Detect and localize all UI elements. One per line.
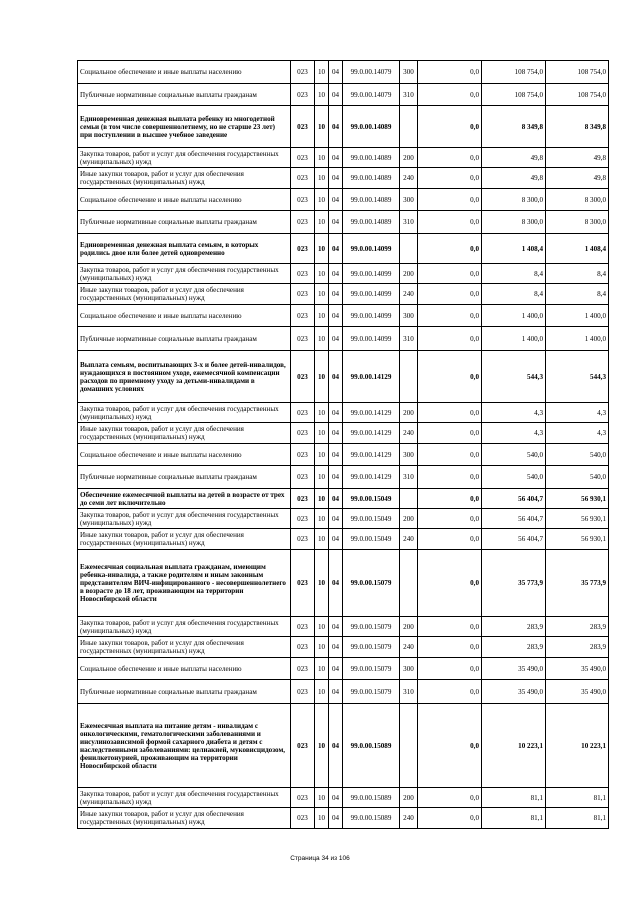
row-name: Иные закупки товаров, работ и услуг для обеспечения государственных (муниципальных) нужд xyxy=(78,529,291,550)
amount-col-2: 283,9 xyxy=(482,637,546,658)
table-row xyxy=(78,529,609,550)
amount-col-3: 8 300,0 xyxy=(546,211,609,234)
row-name: Социальное обеспечение и иные выплаты населению xyxy=(78,305,291,327)
subsection-code: 04 xyxy=(329,637,343,658)
subsection-code: 04 xyxy=(329,351,343,403)
target-item-code: 99.0.00.15089 xyxy=(343,788,400,808)
subsection-code: 04 xyxy=(329,550,343,617)
grbs-code: 023 xyxy=(291,403,315,423)
expense-type-code: 300 xyxy=(400,189,418,211)
subsection-code: 04 xyxy=(329,211,343,234)
section-code: 10 xyxy=(315,327,329,351)
row-name: Иные закупки товаров, работ и услуг для обеспечения государственных (муниципальных) нужд xyxy=(78,808,291,829)
row-name: Социальное обеспечение и иные выплаты населению xyxy=(78,658,291,680)
amount-col-2: 56 404,7 xyxy=(482,509,546,529)
subsection-code: 04 xyxy=(329,327,343,351)
target-item-code: 99.0.00.14089 xyxy=(343,106,400,148)
amount-col-3: 1 400,0 xyxy=(546,327,609,351)
grbs-code: 023 xyxy=(291,84,315,106)
amount-col-2: 10 223,1 xyxy=(482,704,546,788)
amount-col-3: 8,4 xyxy=(546,284,609,305)
grbs-code: 023 xyxy=(291,234,315,264)
amount-col-2: 35 490,0 xyxy=(482,658,546,680)
section-code: 10 xyxy=(315,168,329,189)
amount-col-2: 108 754,0 xyxy=(482,84,546,106)
row-name: Иные закупки товаров, работ и услуг для обеспечения государственных (муниципальных) нужд xyxy=(78,637,291,658)
table-row xyxy=(78,403,609,423)
amount-col-1: 0,0 xyxy=(418,808,482,829)
amount-col-3: 81,1 xyxy=(546,808,609,829)
amount-col-3: 35 490,0 xyxy=(546,680,609,704)
expense-type-code: 200 xyxy=(400,509,418,529)
amount-col-1: 0,0 xyxy=(418,148,482,168)
amount-col-2: 49,8 xyxy=(482,168,546,189)
section-code: 10 xyxy=(315,148,329,168)
table-row xyxy=(78,637,609,658)
row-name: Социальное обеспечение и иные выплаты населению xyxy=(78,61,291,84)
amount-col-1: 0,0 xyxy=(418,168,482,189)
section-code: 10 xyxy=(315,489,329,509)
subsection-code: 04 xyxy=(329,509,343,529)
grbs-code: 023 xyxy=(291,351,315,403)
section-code: 10 xyxy=(315,351,329,403)
table-row xyxy=(78,106,609,148)
expense-type-code: 200 xyxy=(400,264,418,284)
amount-col-3: 81,1 xyxy=(546,788,609,808)
amount-col-3: 544,3 xyxy=(546,351,609,403)
amount-col-3: 1 400,0 xyxy=(546,305,609,327)
table-row xyxy=(78,327,609,351)
amount-col-1: 0,0 xyxy=(418,305,482,327)
amount-col-1: 0,0 xyxy=(418,704,482,788)
target-item-code: 99.0.00.14129 xyxy=(343,403,400,423)
table-row xyxy=(78,617,609,637)
subsection-code: 04 xyxy=(329,808,343,829)
grbs-code: 023 xyxy=(291,704,315,788)
amount-col-3: 108 754,0 xyxy=(546,61,609,84)
amount-col-2: 540,0 xyxy=(482,444,546,466)
section-code: 10 xyxy=(315,284,329,305)
target-item-code: 99.0.00.14089 xyxy=(343,211,400,234)
section-code: 10 xyxy=(315,444,329,466)
amount-col-2: 540,0 xyxy=(482,466,546,489)
section-code: 10 xyxy=(315,305,329,327)
row-name: Ежемесячная социальная выплата гражданам, имеющим ребенка-инвалида, а также родителям и иным законным представителям ВИЧ-инфицированного - несовершеннолетнего в возрасте до 18 лет, проживающим на территории Новосибирской области xyxy=(78,550,291,617)
expense-type-code: 310 xyxy=(400,211,418,234)
row-name: Закупка товаров, работ и услуг для обеспечения государственных (муниципальных) нужд xyxy=(78,264,291,284)
subsection-code: 04 xyxy=(329,680,343,704)
amount-col-3: 35 490,0 xyxy=(546,658,609,680)
table-body xyxy=(78,61,609,829)
section-code: 10 xyxy=(315,704,329,788)
expense-type-code: 240 xyxy=(400,637,418,658)
amount-col-2: 56 404,7 xyxy=(482,489,546,509)
table-row xyxy=(78,264,609,284)
amount-col-2: 8,4 xyxy=(482,284,546,305)
grbs-code: 023 xyxy=(291,466,315,489)
amount-col-1: 0,0 xyxy=(418,489,482,509)
amount-col-3: 4,3 xyxy=(546,423,609,444)
amount-col-3: 56 930,1 xyxy=(546,489,609,509)
row-name: Единовременная денежная выплата ребенку из многодетной семьи (в том числе совершеннолетнему, но не старше 23 лет) при поступлении в высшее учебное заведение xyxy=(78,106,291,148)
amount-col-1: 0,0 xyxy=(418,106,482,148)
expense-type-code xyxy=(400,704,418,788)
subsection-code: 04 xyxy=(329,658,343,680)
grbs-code: 023 xyxy=(291,808,315,829)
expense-type-code xyxy=(400,489,418,509)
expense-type-code: 240 xyxy=(400,423,418,444)
row-name: Иные закупки товаров, работ и услуг для обеспечения государственных (муниципальных) нужд xyxy=(78,423,291,444)
table-row xyxy=(78,61,609,84)
amount-col-2: 1 400,0 xyxy=(482,327,546,351)
table-row xyxy=(78,466,609,489)
amount-col-1: 0,0 xyxy=(418,327,482,351)
table-row xyxy=(78,788,609,808)
expense-type-code: 240 xyxy=(400,168,418,189)
amount-col-2: 8 300,0 xyxy=(482,189,546,211)
row-name: Закупка товаров, работ и услуг для обеспечения государственных (муниципальных) нужд xyxy=(78,788,291,808)
section-code: 10 xyxy=(315,637,329,658)
amount-col-3: 10 223,1 xyxy=(546,704,609,788)
amount-col-2: 8 300,0 xyxy=(482,211,546,234)
target-item-code: 99.0.00.14089 xyxy=(343,168,400,189)
section-code: 10 xyxy=(315,658,329,680)
table-row xyxy=(78,168,609,189)
table-row xyxy=(78,509,609,529)
target-item-code: 99.0.00.15079 xyxy=(343,680,400,704)
amount-col-3: 8 300,0 xyxy=(546,189,609,211)
grbs-code: 023 xyxy=(291,680,315,704)
amount-col-1: 0,0 xyxy=(418,403,482,423)
amount-col-1: 0,0 xyxy=(418,444,482,466)
expense-type-code: 310 xyxy=(400,680,418,704)
amount-col-1: 0,0 xyxy=(418,550,482,617)
row-name: Публичные нормативные социальные выплаты гражданам xyxy=(78,680,291,704)
subsection-code: 04 xyxy=(329,264,343,284)
grbs-code: 023 xyxy=(291,529,315,550)
target-item-code: 99.0.00.15079 xyxy=(343,617,400,637)
section-code: 10 xyxy=(315,264,329,284)
grbs-code: 023 xyxy=(291,423,315,444)
grbs-code: 023 xyxy=(291,61,315,84)
amount-col-2: 56 404,7 xyxy=(482,529,546,550)
grbs-code: 023 xyxy=(291,489,315,509)
row-name: Закупка товаров, работ и услуг для обеспечения государственных (муниципальных) нужд xyxy=(78,617,291,637)
row-name: Единовременная денежная выплата семьям, в которых родились двое или более детей одновременно xyxy=(78,234,291,264)
expense-type-code: 240 xyxy=(400,529,418,550)
grbs-code: 023 xyxy=(291,211,315,234)
amount-col-1: 0,0 xyxy=(418,211,482,234)
expense-type-code: 300 xyxy=(400,61,418,84)
amount-col-2: 283,9 xyxy=(482,617,546,637)
grbs-code: 023 xyxy=(291,550,315,617)
table-row xyxy=(78,704,609,788)
amount-col-1: 0,0 xyxy=(418,788,482,808)
table-row xyxy=(78,148,609,168)
section-code: 10 xyxy=(315,211,329,234)
amount-col-2: 8 349,8 xyxy=(482,106,546,148)
grbs-code: 023 xyxy=(291,264,315,284)
expense-type-code: 310 xyxy=(400,466,418,489)
amount-col-1: 0,0 xyxy=(418,680,482,704)
row-name: Иные закупки товаров, работ и услуг для обеспечения государственных (муниципальных) нужд xyxy=(78,284,291,305)
amount-col-3: 35 773,9 xyxy=(546,550,609,617)
grbs-code: 023 xyxy=(291,658,315,680)
amount-col-1: 0,0 xyxy=(418,189,482,211)
table-row xyxy=(78,234,609,264)
amount-col-1: 0,0 xyxy=(418,423,482,444)
amount-col-1: 0,0 xyxy=(418,284,482,305)
expense-type-code: 240 xyxy=(400,808,418,829)
section-code: 10 xyxy=(315,617,329,637)
amount-col-2: 8,4 xyxy=(482,264,546,284)
section-code: 10 xyxy=(315,550,329,617)
grbs-code: 023 xyxy=(291,617,315,637)
grbs-code: 023 xyxy=(291,444,315,466)
target-item-code: 99.0.00.15049 xyxy=(343,489,400,509)
amount-col-1: 0,0 xyxy=(418,509,482,529)
section-code: 10 xyxy=(315,403,329,423)
section-code: 10 xyxy=(315,84,329,106)
subsection-code: 04 xyxy=(329,148,343,168)
section-code: 10 xyxy=(315,234,329,264)
table-row xyxy=(78,808,609,829)
amount-col-3: 540,0 xyxy=(546,466,609,489)
amount-col-2: 108 754,0 xyxy=(482,61,546,84)
row-name: Закупка товаров, работ и услуг для обеспечения государственных (муниципальных) нужд xyxy=(78,403,291,423)
amount-col-3: 108 754,0 xyxy=(546,84,609,106)
table-row xyxy=(78,351,609,403)
amount-col-2: 81,1 xyxy=(482,808,546,829)
table-row xyxy=(78,658,609,680)
section-code: 10 xyxy=(315,529,329,550)
row-name: Обеспечение ежемесячной выплаты на детей в возрасте от трех до семи лет включительно xyxy=(78,489,291,509)
amount-col-3: 8,4 xyxy=(546,264,609,284)
subsection-code: 04 xyxy=(329,444,343,466)
expense-type-code xyxy=(400,351,418,403)
amount-col-2: 81,1 xyxy=(482,788,546,808)
target-item-code: 99.0.00.14079 xyxy=(343,84,400,106)
expense-type-code: 310 xyxy=(400,84,418,106)
amount-col-3: 8 349,8 xyxy=(546,106,609,148)
grbs-code: 023 xyxy=(291,148,315,168)
expense-type-code: 300 xyxy=(400,444,418,466)
table-row xyxy=(78,189,609,211)
table-row xyxy=(78,84,609,106)
amount-col-3: 283,9 xyxy=(546,617,609,637)
amount-col-1: 0,0 xyxy=(418,617,482,637)
expense-type-code: 200 xyxy=(400,403,418,423)
expense-type-code: 200 xyxy=(400,148,418,168)
amount-col-1: 0,0 xyxy=(418,234,482,264)
subsection-code: 04 xyxy=(329,305,343,327)
expense-type-code: 300 xyxy=(400,658,418,680)
amount-col-2: 4,3 xyxy=(482,403,546,423)
table-row xyxy=(78,305,609,327)
row-name: Публичные нормативные социальные выплаты гражданам xyxy=(78,466,291,489)
grbs-code: 023 xyxy=(291,305,315,327)
row-name: Публичные нормативные социальные выплаты гражданам xyxy=(78,211,291,234)
amount-col-1: 0,0 xyxy=(418,658,482,680)
target-item-code: 99.0.00.14099 xyxy=(343,305,400,327)
subsection-code: 04 xyxy=(329,189,343,211)
amount-col-3: 540,0 xyxy=(546,444,609,466)
table-row xyxy=(78,211,609,234)
table-row xyxy=(78,550,609,617)
expense-type-code: 200 xyxy=(400,788,418,808)
target-item-code: 99.0.00.14079 xyxy=(343,61,400,84)
target-item-code: 99.0.00.14099 xyxy=(343,284,400,305)
target-item-code: 99.0.00.14129 xyxy=(343,466,400,489)
amount-col-2: 35 773,9 xyxy=(482,550,546,617)
subsection-code: 04 xyxy=(329,423,343,444)
section-code: 10 xyxy=(315,106,329,148)
subsection-code: 04 xyxy=(329,84,343,106)
row-name: Публичные нормативные социальные выплаты гражданам xyxy=(78,327,291,351)
table-row xyxy=(78,444,609,466)
grbs-code: 023 xyxy=(291,106,315,148)
row-name: Ежемесячная выплата на питание детям - инвалидам с онкологическими, гематологическими заболеваниями и инсулинозависимой формой сахарного диабета и детям с наследственными заболеваниями: целиакией, муковисцидозом, фенилкетонурией, проживающим на территории Новосибирской области xyxy=(78,704,291,788)
target-item-code: 99.0.00.14089 xyxy=(343,148,400,168)
subsection-code: 04 xyxy=(329,61,343,84)
expense-type-code: 300 xyxy=(400,305,418,327)
amount-col-2: 1 408,4 xyxy=(482,234,546,264)
table-row xyxy=(78,284,609,305)
row-name: Выплата семьям, воспитывающих 3-х и более детей-инвалидов, нуждающихся в постоянном уходе, ежемесячной компенсации расходов по приемному уходу за детьми-инвалидами в домашних условиях xyxy=(78,351,291,403)
subsection-code: 04 xyxy=(329,489,343,509)
amount-col-3: 4,3 xyxy=(546,403,609,423)
row-name: Социальное обеспечение и иные выплаты населению xyxy=(78,189,291,211)
grbs-code: 023 xyxy=(291,168,315,189)
subsection-code: 04 xyxy=(329,788,343,808)
amount-col-2: 35 490,0 xyxy=(482,680,546,704)
amount-col-1: 0,0 xyxy=(418,466,482,489)
target-item-code: 99.0.00.14129 xyxy=(343,351,400,403)
section-code: 10 xyxy=(315,423,329,444)
target-item-code: 99.0.00.15049 xyxy=(343,529,400,550)
expense-type-code: 240 xyxy=(400,284,418,305)
amount-col-1: 0,0 xyxy=(418,637,482,658)
row-name: Публичные нормативные социальные выплаты гражданам xyxy=(78,84,291,106)
grbs-code: 023 xyxy=(291,189,315,211)
amount-col-3: 49,8 xyxy=(546,148,609,168)
subsection-code: 04 xyxy=(329,704,343,788)
grbs-code: 023 xyxy=(291,327,315,351)
subsection-code: 04 xyxy=(329,234,343,264)
page-footer: Страница 34 из 106 xyxy=(290,855,350,862)
subsection-code: 04 xyxy=(329,284,343,305)
amount-col-1: 0,0 xyxy=(418,529,482,550)
section-code: 10 xyxy=(315,680,329,704)
target-item-code: 99.0.00.14089 xyxy=(343,189,400,211)
section-code: 10 xyxy=(315,61,329,84)
target-item-code: 99.0.00.14129 xyxy=(343,444,400,466)
amount-col-3: 56 930,1 xyxy=(546,529,609,550)
row-name: Закупка товаров, работ и услуг для обеспечения государственных (муниципальных) нужд xyxy=(78,148,291,168)
row-name: Социальное обеспечение и иные выплаты населению xyxy=(78,444,291,466)
section-code: 10 xyxy=(315,509,329,529)
target-item-code: 99.0.00.15089 xyxy=(343,704,400,788)
expense-type-code: 200 xyxy=(400,617,418,637)
subsection-code: 04 xyxy=(329,168,343,189)
target-item-code: 99.0.00.15079 xyxy=(343,658,400,680)
target-item-code: 99.0.00.14129 xyxy=(343,423,400,444)
section-code: 10 xyxy=(315,466,329,489)
subsection-code: 04 xyxy=(329,106,343,148)
row-name: Иные закупки товаров, работ и услуг для обеспечения государственных (муниципальных) нужд xyxy=(78,168,291,189)
subsection-code: 04 xyxy=(329,617,343,637)
amount-col-3: 1 408,4 xyxy=(546,234,609,264)
amount-col-3: 56 930,1 xyxy=(546,509,609,529)
subsection-code: 04 xyxy=(329,466,343,489)
target-item-code: 99.0.00.14099 xyxy=(343,234,400,264)
amount-col-1: 0,0 xyxy=(418,61,482,84)
grbs-code: 023 xyxy=(291,637,315,658)
amount-col-2: 49,8 xyxy=(482,148,546,168)
row-name: Закупка товаров, работ и услуг для обеспечения государственных (муниципальных) нужд xyxy=(78,509,291,529)
section-code: 10 xyxy=(315,189,329,211)
grbs-code: 023 xyxy=(291,509,315,529)
target-item-code: 99.0.00.15049 xyxy=(343,509,400,529)
expense-type-code: 310 xyxy=(400,327,418,351)
amount-col-1: 0,0 xyxy=(418,264,482,284)
target-item-code: 99.0.00.14099 xyxy=(343,264,400,284)
table-row xyxy=(78,680,609,704)
expense-type-code xyxy=(400,550,418,617)
table-row xyxy=(78,489,609,509)
amount-col-2: 1 400,0 xyxy=(482,305,546,327)
section-code: 10 xyxy=(315,808,329,829)
target-item-code: 99.0.00.15079 xyxy=(343,550,400,617)
amount-col-1: 0,0 xyxy=(418,84,482,106)
grbs-code: 023 xyxy=(291,284,315,305)
target-item-code: 99.0.00.14099 xyxy=(343,327,400,351)
table-row xyxy=(78,423,609,444)
amount-col-2: 4,3 xyxy=(482,423,546,444)
target-item-code: 99.0.00.15079 xyxy=(343,637,400,658)
grbs-code: 023 xyxy=(291,788,315,808)
expense-type-code xyxy=(400,234,418,264)
target-item-code: 99.0.00.15089 xyxy=(343,808,400,829)
subsection-code: 04 xyxy=(329,529,343,550)
amount-col-3: 49,8 xyxy=(546,168,609,189)
amount-col-3: 283,9 xyxy=(546,637,609,658)
amount-col-1: 0,0 xyxy=(418,351,482,403)
amount-col-2: 544,3 xyxy=(482,351,546,403)
section-code: 10 xyxy=(315,788,329,808)
subsection-code: 04 xyxy=(329,403,343,423)
expense-type-code xyxy=(400,106,418,148)
budget-table xyxy=(77,60,609,829)
